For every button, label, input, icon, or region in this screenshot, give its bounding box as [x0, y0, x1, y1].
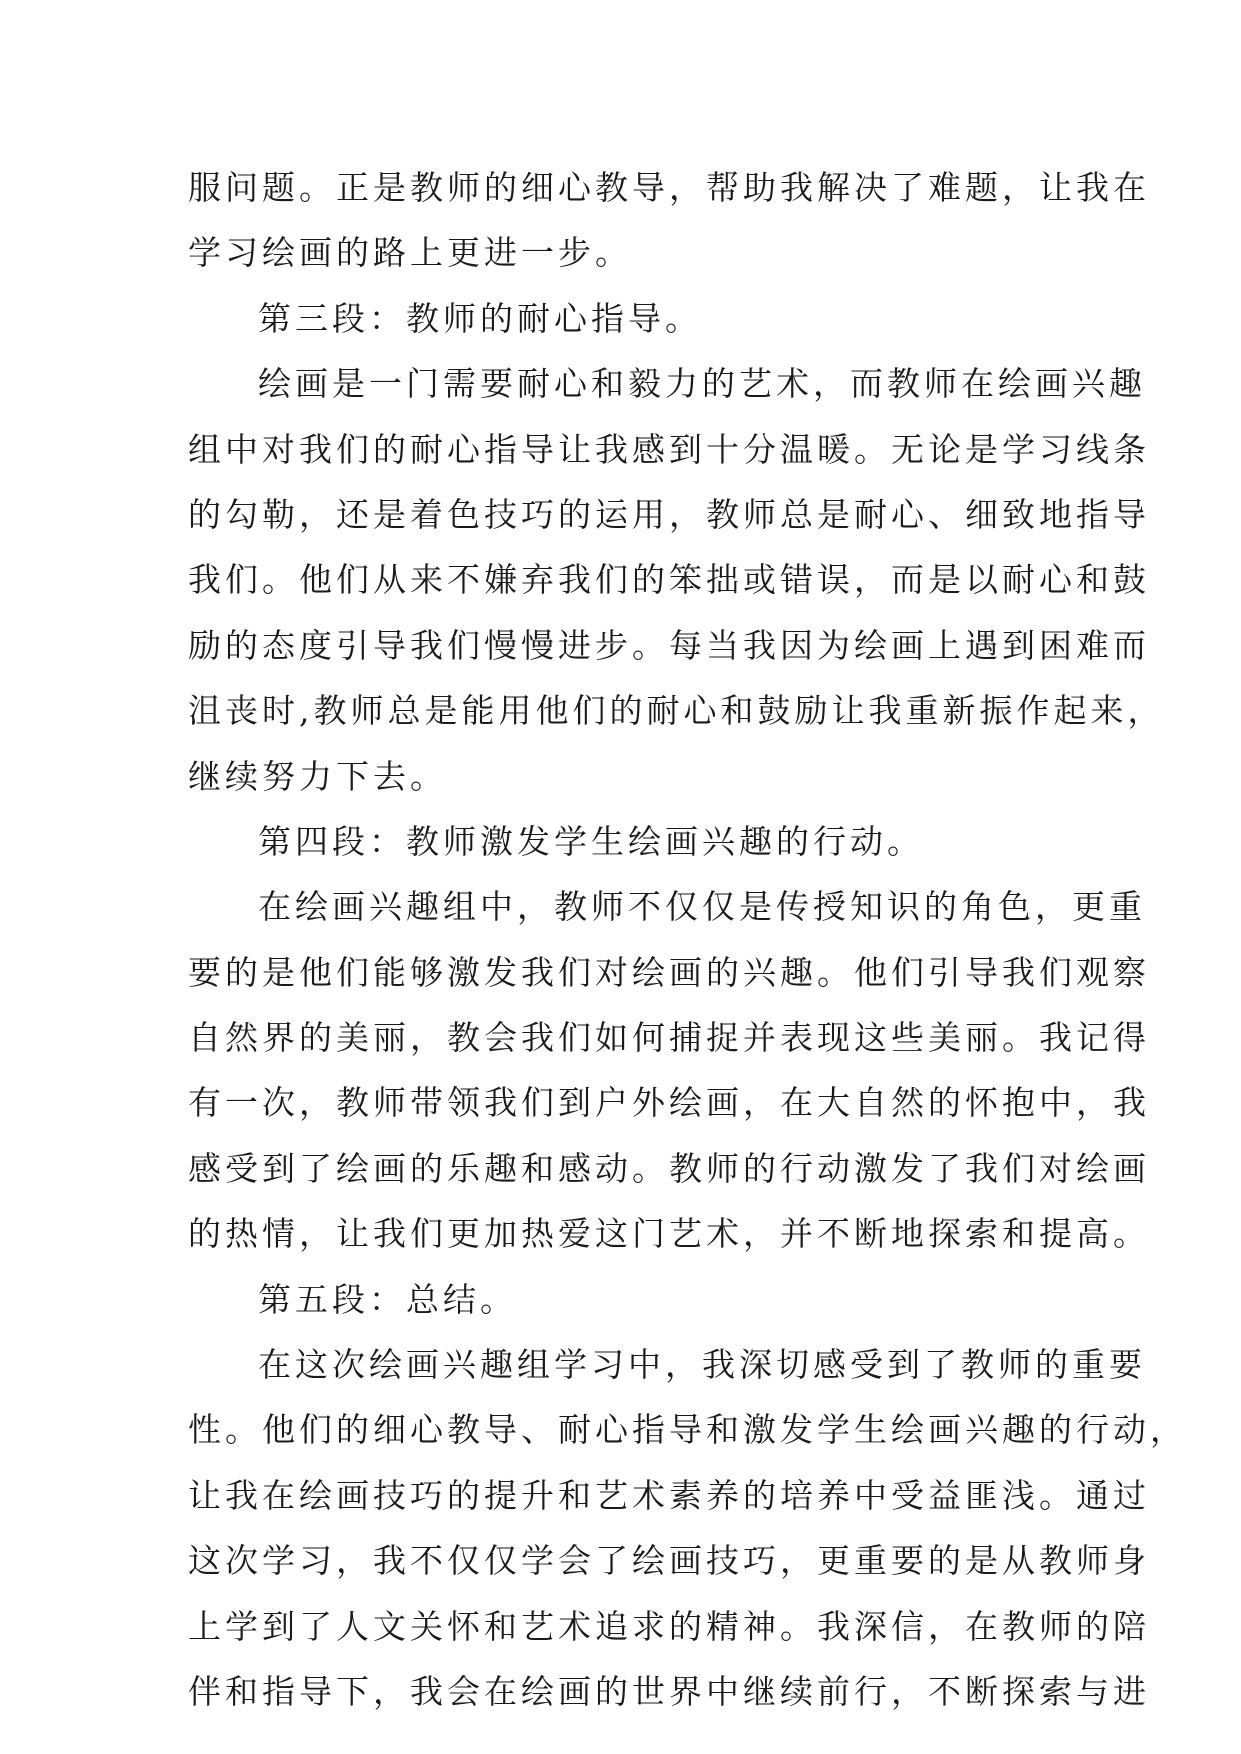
text-line: 继续努力下去。 — [188, 756, 447, 796]
text-line: 感受到了绘画的乐趣和感动。教师的行动激发了我们对绘画 — [188, 1148, 1150, 1188]
text-line: 伴和指导下，我会在绘画的世界中继续前行，不断探索与进 — [188, 1671, 1150, 1711]
section-heading-3: 第三段：教师的耐心指导。 — [258, 298, 702, 338]
text-line: 沮丧时,教师总是能用他们的耐心和鼓励让我重新振作起来， — [188, 691, 1165, 731]
text-line: 在这次绘画兴趣组学习中，我深切感受到了教师的重要 — [258, 1345, 1146, 1385]
text-line: 性。他们的细心教导、耐心指导和激发学生绘画兴趣的行动， — [188, 1410, 1187, 1450]
text-line: 的热情，让我们更加热爱这门艺术，并不断地探索和提高。 — [188, 1214, 1150, 1254]
section-heading-4: 第四段：教师激发学生绘画兴趣的行动。 — [258, 821, 924, 861]
text-line: 组中对我们的耐心指导让我感到十分温暖。无论是学习线条 — [188, 429, 1150, 469]
document-body — [188, 155, 1187, 1724]
section-heading-5: 第五段：总结。 — [258, 1279, 517, 1319]
text-line: 学习绘画的路上更进一步。 — [188, 233, 632, 273]
text-line: 有一次，教师带领我们到户外绘画，在大自然的怀抱中，我 — [188, 1083, 1150, 1123]
text-line: 让我在绘画技巧的提升和艺术素养的培养中受益匪浅。通过 — [188, 1475, 1150, 1515]
text-line: 服问题。正是教师的细心教导，帮助我解决了难题，让我在 — [188, 168, 1150, 207]
text-line: 这次学习，我不仅仅学会了绘画技巧，更重要的是从教师身 — [188, 1541, 1150, 1581]
text-line: 要的是他们能够激发我们对绘画的兴趣。他们引导我们观察 — [188, 952, 1150, 992]
text-line: 绘画是一门需要耐心和毅力的艺术，而教师在绘画兴趣 — [258, 364, 1146, 404]
text-line: 我们。他们从来不嫌弃我们的笨拙或错误，而是以耐心和鼓 — [188, 560, 1150, 600]
text-line: 的勾勒，还是着色技巧的运用，教师总是耐心、细致地指导 — [188, 494, 1150, 534]
text-line: 自然界的美丽，教会我们如何捕捉并表现这些美丽。我记得 — [188, 1018, 1150, 1058]
text-line: 上学到了人文关怀和艺术追求的精神。我深信，在教师的陪 — [188, 1606, 1150, 1646]
text-line: 在绘画兴趣组中，教师不仅仅是传授知识的角色，更重 — [258, 887, 1146, 927]
text-line: 励的态度引导我们慢慢进步。每当我因为绘画上遇到困难而 — [188, 625, 1150, 665]
